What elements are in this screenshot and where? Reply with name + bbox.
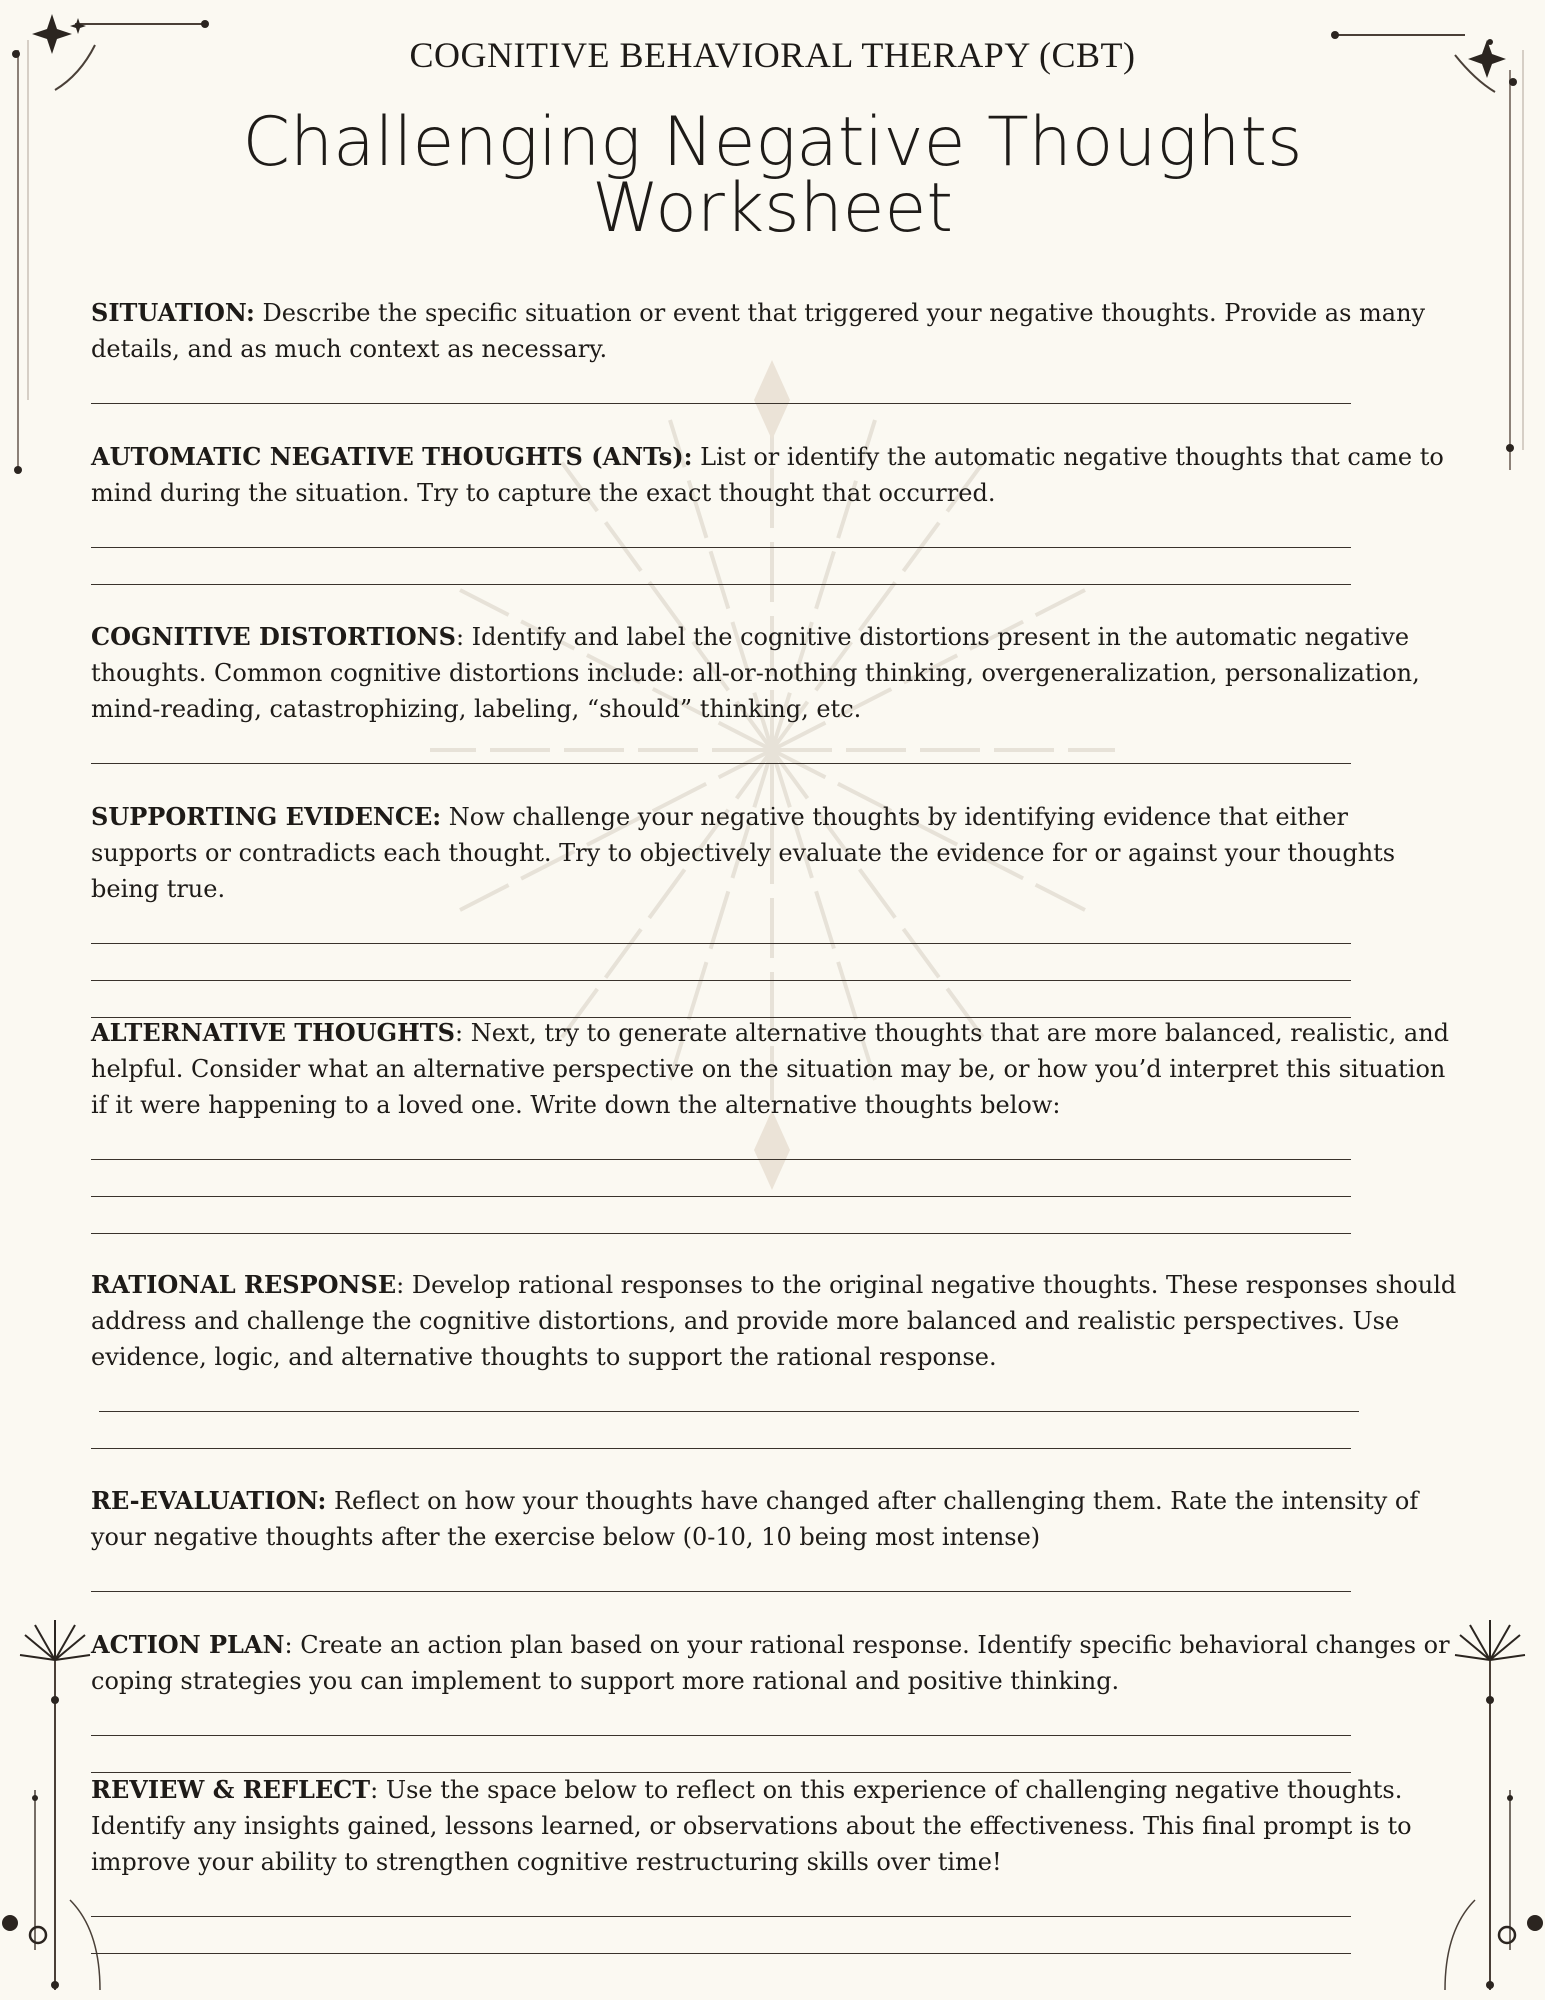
section-text: : Identify and label the cognitive distortions present in the automatic negative thoughts. Common cognitive distortions include: all-or-nothing thinking, overgeneralization, personalization, mind-reading, catastrophizing, labeling, “should” thinking, etc.	[91, 623, 1420, 723]
answer-line[interactable]	[91, 1123, 1351, 1160]
section-re-evaluation	[91, 1483, 1461, 1592]
answer-line[interactable]	[91, 367, 1351, 404]
worksheet-title	[0, 103, 1545, 248]
section-text: Reflect on how your thoughts have changed after challenging them. Rate the intensity of your negative thoughts after the exercise below (0-10, 10 being most intense)	[91, 1487, 1419, 1551]
section-prompt	[91, 1015, 1461, 1123]
section-text: Describe the specific situation or event that triggered your negative thoughts. Provide as many details, and as much context as necessary.	[91, 299, 1426, 363]
section-automatic-negative-thoughts	[91, 439, 1461, 585]
answer-line[interactable]	[91, 548, 1351, 585]
section-action-plan	[91, 1627, 1461, 1773]
section-label: RE-EVALUATION:	[91, 1486, 327, 1515]
section-situation	[91, 295, 1461, 404]
section-review-reflect	[91, 1772, 1461, 1954]
answer-line[interactable]	[91, 1197, 1351, 1234]
section-cognitive-distortions	[91, 619, 1461, 764]
answer-line[interactable]	[91, 1736, 1351, 1773]
section-prompt	[91, 295, 1461, 367]
section-label: REVIEW & REFLECT	[91, 1775, 371, 1804]
section-prompt	[91, 439, 1461, 511]
answer-line[interactable]	[91, 511, 1351, 548]
worksheet-category: COGNITIVE BEHAVIORAL THERAPY (CBT)	[409, 35, 1136, 75]
section-prompt	[91, 1627, 1461, 1699]
section-prompt	[91, 1483, 1461, 1555]
section-label: ACTION PLAN	[91, 1630, 285, 1659]
section-label: RATIONAL RESPONSE	[91, 1270, 397, 1299]
title-line-1: Challenging Negative Thoughts	[242, 103, 1303, 182]
answer-line[interactable]	[91, 981, 1351, 1018]
section-prompt	[91, 619, 1461, 727]
answer-line[interactable]	[91, 1699, 1351, 1736]
answer-line[interactable]	[99, 1375, 1359, 1412]
section-label: SUPPORTING EVIDENCE:	[91, 802, 442, 831]
section-label: AUTOMATIC NEGATIVE THOUGHTS (ANTs):	[91, 442, 693, 471]
section-text: List or identify the automatic negative thoughts that came to mind during the situation. Try to capture the exact thought that occurred.	[91, 443, 1444, 507]
answer-line[interactable]	[91, 727, 1351, 764]
answer-line[interactable]	[91, 1160, 1351, 1197]
answer-line[interactable]	[91, 1412, 1351, 1449]
section-text: : Use the space below to reflect on this experience of challenging negative thoughts. Identify any insights gained, lessons learned, or observations about the effectiveness. This final prompt is to improve your ability to strengthen cognitive restructuring skills over time!	[91, 1776, 1412, 1876]
answer-line[interactable]	[91, 1555, 1351, 1592]
answer-line[interactable]	[91, 907, 1351, 944]
answer-line[interactable]	[91, 1917, 1351, 1954]
section-prompt	[91, 799, 1461, 907]
section-supporting-evidence	[91, 799, 1461, 1018]
answer-line[interactable]	[91, 1880, 1351, 1917]
section-label: COGNITIVE DISTORTIONS	[91, 622, 456, 651]
section-label: ALTERNATIVE THOUGHTS	[91, 1018, 455, 1047]
section-label: SITUATION:	[91, 298, 255, 327]
section-alternative-thoughts	[91, 1015, 1461, 1234]
title-line-2: Worksheet	[591, 169, 954, 248]
section-text: : Next, try to generate alternative thoughts that are more balanced, realistic, and helpful. Consider what an alternative perspective on the situation may be, or how you’d interpret this situation if it were happening to a loved one. Write down the alternative thoughts below:	[91, 1019, 1450, 1119]
section-text: Now challenge your negative thoughts by identifying evidence that either supports or contradicts each thought. Try to objectively evaluate the evidence for or against your thoughts being true.	[91, 803, 1396, 903]
section-text: : Create an action plan based on your rational response. Identify specific behavioral changes or coping strategies you can implement to support more rational and positive thinking.	[91, 1631, 1450, 1695]
answer-line[interactable]	[91, 944, 1351, 981]
section-prompt	[91, 1267, 1461, 1375]
section-prompt	[91, 1772, 1461, 1880]
section-rational-response	[91, 1267, 1461, 1449]
section-text: : Develop rational responses to the original negative thoughts. These responses should address and challenge the cognitive distortions, and provide more balanced and realistic perspectives. Use evidence, logic, and alternative thoughts to support the rational response.	[91, 1271, 1457, 1371]
